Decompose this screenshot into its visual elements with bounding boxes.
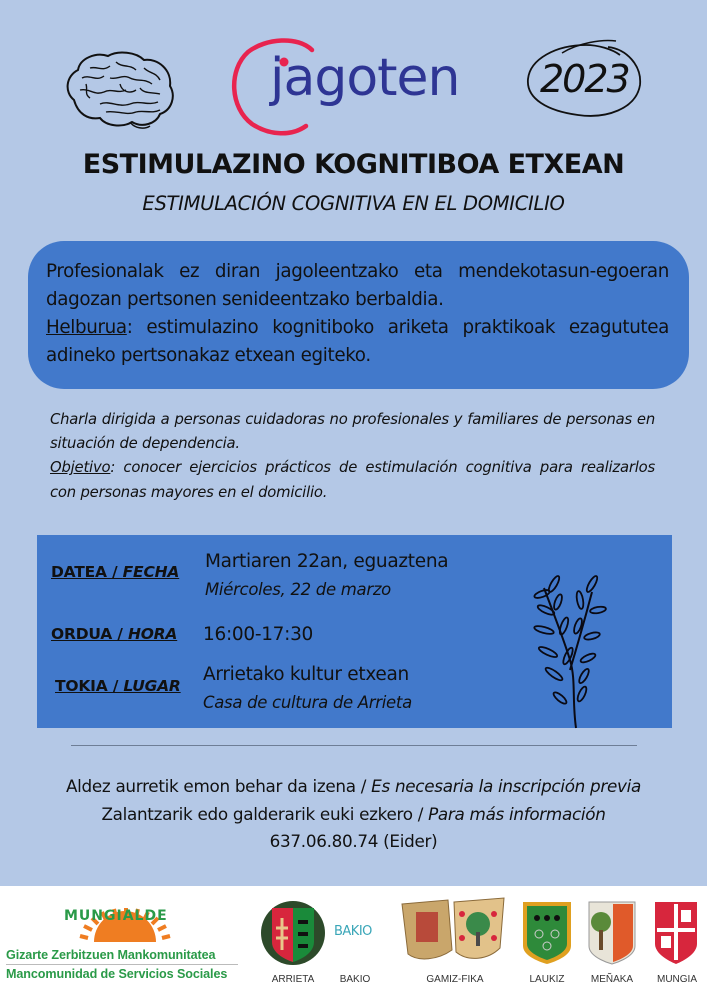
spanish-intro: Charla dirigida a personas cuidadoras no profesionales y familiares de personas en situación de dependencia. [50,411,655,453]
brain-icon [60,48,180,130]
date-label-eu: DATEA / [51,563,123,581]
place-value-eu: Arrietako kultur etxean [203,664,409,685]
bakio-logo [334,924,372,939]
info-note [0,804,707,824]
org-line-eu: Gizarte Zerbitzuen Mankomunitatea [6,948,216,962]
date-label-es: FECHA [122,563,180,581]
town-label-gamiz-fika: GAMIZ-FIKA [426,974,484,985]
date-label [51,563,179,581]
page-title: ESTIMULAZINO KOGNITIBOA ETXEAN [82,149,625,180]
registration-note-eu: Aldez aurretik emon behar da izena / [65,776,372,796]
place-label-eu: TOKIA / [55,677,124,695]
time-value: 16:00-17:30 [203,624,314,645]
town-label-menaka: MEÑAKA [590,974,634,985]
section-divider [71,745,637,746]
basque-intro: Profesionalak ez diran jagoleentzako eta mendekotasun-egoeran dagozan pertsonen senideentzako berbaldia. [46,261,669,310]
mungialde-name: MUNGIALDE [64,908,168,924]
time-label [51,625,177,643]
time-label-es: HORA [127,625,178,643]
place-label-es: LUGAR [123,677,181,695]
spanish-goal-label: Objetivo [50,459,111,477]
branch-icon [530,570,610,730]
logo-text: jagoten [270,48,460,108]
org-divider [6,964,238,965]
town-label-laukiz: LAUKIZ [529,974,565,985]
page-subtitle: ESTIMULACIÓN COGNITIVA EN EL DOMICILIO [142,192,565,215]
town-label-bakio: BAKIO [339,974,371,985]
time-label-eu: ORDUA / [51,625,128,643]
town-label-arrieta: ARRIETA [271,974,315,985]
basque-goal-label: Helburua [46,317,127,338]
spanish-description [50,408,655,505]
registration-note [0,776,707,796]
place-label [55,677,181,695]
basque-goal-text: : estimulazino kognitiboko ariketa praktikoak ezagututea adineko pertsonakaz etxean egiteko. [46,317,669,366]
contact-phone: 637.06.80.74 (Eider) [269,831,438,851]
jagoten-logo [226,38,476,138]
org-line-es: Mancomunidad de Servicios Sociales [6,967,228,981]
gamiz-fika-crest-icon [398,894,508,964]
spanish-goal-text: : conocer ejercicios prácticos de estimulación cognitiva para realizarlos con personas mayores en el domicilio. [50,459,655,501]
menaka-crest-icon [587,900,637,966]
basque-description-box [28,241,689,389]
year-badge [522,35,644,125]
mungia-crest-icon [653,900,699,966]
laukiz-crest-icon [521,900,573,966]
arrieta-crest-icon [258,898,328,968]
date-value-es: Miércoles, 22 de marzo [205,580,391,599]
info-note-eu: Zalantzarik edo galderarik euki ezkero / [101,804,429,824]
date-value-eu: Martiaren 22an, eguaztena [205,551,449,572]
bakio-logo-text: BAKIO [334,924,372,939]
year-text: 2023 [540,57,629,101]
registration-note-es: Es necesaria la inscripción previa [371,776,642,796]
town-label-mungia: MUNGIA [657,974,697,985]
place-value-es: Casa de cultura de Arrieta [203,693,412,712]
info-note-es: Para más información [428,804,606,824]
